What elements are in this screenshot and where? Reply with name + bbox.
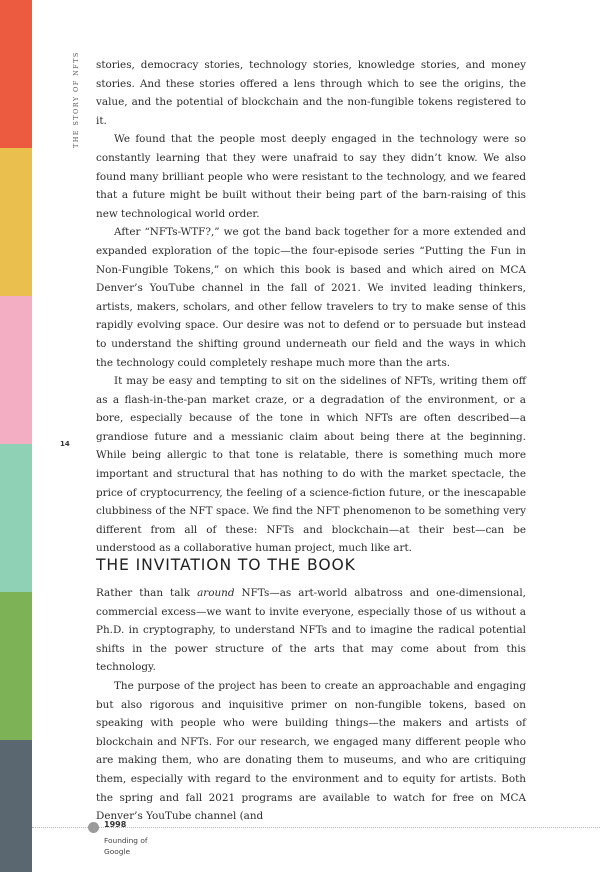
section-invitation	[96, 554, 526, 826]
text-run: Rather than talk	[96, 587, 198, 599]
section-text	[96, 584, 526, 826]
paragraph: We found that the people most deeply engaged in the technology were so constantly learning that they were unafraid to say they didn’t know. We also found many brilliant people who were resistant to the technology, and we feared that a future might be built without their being part of the barn-raising of this new technological world order.	[96, 133, 526, 220]
body-text	[96, 56, 526, 558]
paragraph: The purpose of the project has been to create an approachable and engaging but also rigorous and inquisitive primer on non-fungible tokens, based on speaking with people who were building things—the makers and artists of blockchain and NFTs. For our research, we engaged many different people who are making them, who are donating them to museums, and who are critiquing them, especially with regard to the environment and to equity for artists. Both the spring and fall 2021 programs are available to watch for free on MCA Denver’s YouTube channel (and	[96, 679, 526, 823]
timeline-dot-icon	[88, 822, 99, 833]
color-stripe-slate	[0, 740, 32, 872]
timeline-caption: Founding of Google	[104, 836, 148, 856]
color-stripe-yellow	[0, 148, 32, 296]
page-number: 14	[60, 440, 70, 448]
text-run: NFTs—as art-world albatross and one-dimensional, commercial excess—we want to invite everyone, especially those of us without a Ph.D. in cryptography, to understand NFTs and to imagine the radical potential shifts in the power structure of the arts that may come about from this technology.	[96, 587, 526, 674]
running-head: THE STORY OF NFTS	[72, 51, 80, 148]
color-stripe-green	[0, 592, 32, 740]
emphasis-text: around	[197, 587, 235, 599]
timeline-year: 1998	[104, 820, 127, 829]
section-heading: THE INVITATION TO THE BOOK	[96, 556, 356, 574]
paragraph: After “NFTs-WTF?,” we got the band back together for a more extended and expanded exploration of the topic—the four-episode series “Putting the Fun in Non-Fungible Tokens,” on which this book is based and which aired on MCA Denver’s YouTube channel in the fall of 2021. We invited leading thinkers, artists, makers, scholars, and other fellow travelers to try to make sense of this rapidly evolving space. Our desire was not to defend or to persuade but instead to understand the shifting ground underneath our field and the ways in which the technology could completely reshape much more than the arts.	[96, 226, 526, 369]
paragraph: It may be easy and tempting to sit on the sidelines of NFTs, writing them off as a flash-in-the-pan market craze, or a degradation of the environment, or a bore, especially because of the tone in which NFTs are often described—a grandiose future and a messianic claim about being there at the beginning. While being allergic to that tone is relatable, there is something much more important and structural that has nothing to do with the market spectacle, the price of cryptocurrency, the feeling of a science-fiction future, or the inescapable clubbiness of the NFT space. We find the NFT phenomenon to be something very different from all of these: NFTs and blockchain—at their best—can be understood as a collaborative human project, much like art.	[96, 375, 526, 555]
color-stripe-red	[0, 0, 32, 148]
color-stripe-pink	[0, 296, 32, 444]
color-stripe-mint	[0, 444, 32, 592]
paragraph	[96, 584, 526, 677]
paragraph: stories, democracy stories, technology stories, knowledge stories, and money stories. And these stories offered a lens through which to see the origins, the value, and the potential of blockchain and the non-fungible tokens registered to it.	[96, 59, 526, 127]
